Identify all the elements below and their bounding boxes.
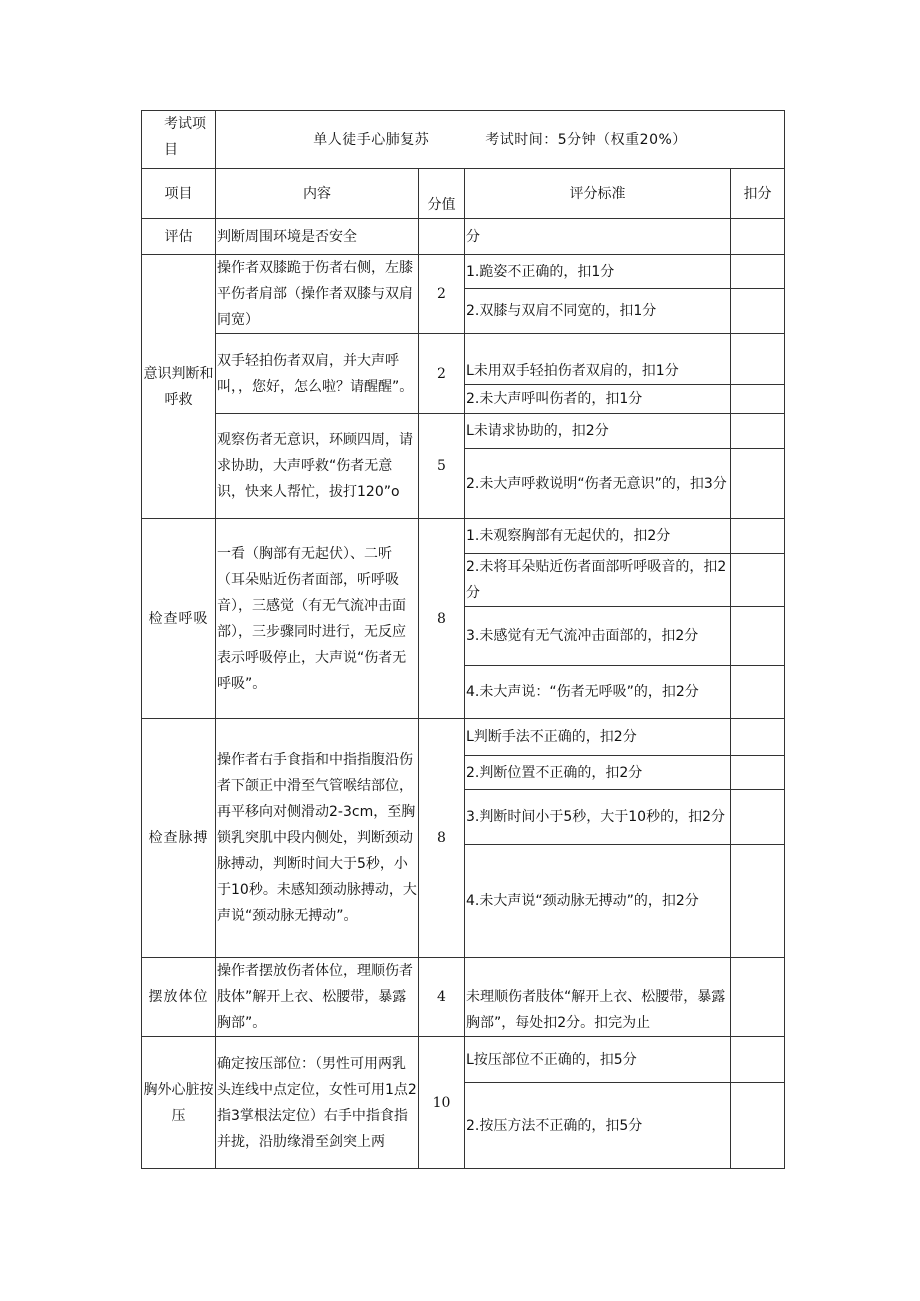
column-header-row — [142, 169, 785, 219]
deduct-cell — [731, 519, 785, 554]
title-row — [142, 111, 785, 169]
item-cell: 检查脉搏 — [142, 719, 216, 958]
content-cell: 判断周围环境是否安全 — [216, 219, 419, 255]
exam-item-label: 考试项目 — [142, 111, 216, 169]
table-row — [142, 519, 785, 554]
deduct-cell — [731, 255, 785, 289]
criteria-cell: 3.判断时间小于5秒，大于10秒的，扣2分 — [465, 790, 731, 845]
deduct-cell — [731, 719, 785, 756]
exam-title-cell — [216, 111, 785, 169]
item-cell: 胸外心脏按压 — [142, 1037, 216, 1169]
deduct-cell — [731, 1083, 785, 1169]
table-row — [142, 414, 785, 449]
criteria-cell: 2.按压方法不正确的，扣5分 — [465, 1083, 731, 1169]
deduct-cell — [731, 414, 785, 449]
deduct-cell — [731, 756, 785, 790]
score-cell: 8 — [419, 719, 465, 958]
score-cell: 2 — [419, 255, 465, 334]
item-cell: 评估 — [142, 219, 216, 255]
content-cell: 确定按压部位：（男性可用两乳头连线中点定位，女性可用1点2指3掌根法定位）右手中指食指并拢，沿肋缘滑至剑突上两 — [216, 1037, 419, 1169]
criteria-cell: 2.未大声呼救说明“伤者无意识”的，扣3分 — [465, 449, 731, 519]
criteria-cell: 1.跪姿不正确的，扣1分 — [465, 255, 731, 289]
table-row — [142, 719, 785, 756]
criteria-cell: 1.未观察胸部有无起伏的，扣2分 — [465, 519, 731, 554]
exam-time: 考试时间：5分钟（权重20%） — [485, 131, 687, 148]
deduct-cell — [731, 958, 785, 1037]
score-cell: 5 — [419, 414, 465, 519]
col-header-score: 分值 — [419, 169, 465, 219]
score-cell: 8 — [419, 519, 465, 719]
criteria-cell: 2.双膝与双肩不同宽的，扣1分 — [465, 289, 731, 334]
deduct-cell — [731, 289, 785, 334]
table-row — [142, 958, 785, 1037]
deduct-cell — [731, 219, 785, 255]
col-header-item: 项目 — [142, 169, 216, 219]
content-cell: 操作者摆放伤者体位，理顺伤者肢体”解开上衣、松腰带，暴露胸部”。 — [216, 958, 419, 1037]
deduct-cell — [731, 554, 785, 607]
deduct-cell — [731, 845, 785, 958]
content-cell: 操作者右手食指和中指指腹沿伤者下颌正中滑至气管喉结部位，再平移向对侧滑动2-3cm，至胸锁乳突肌中段内侧处，判断颈动脉搏动，判断时间大于5秒，小于10秒。未感知颈动脉搏动，大声说“颈动脉无搏动”。 — [216, 719, 419, 958]
deduct-cell — [731, 790, 785, 845]
criteria-cell: L判断手法不正确的，扣2分 — [465, 719, 731, 756]
criteria-cell: 3.未感觉有无气流冲击面部的，扣2分 — [465, 607, 731, 666]
deduct-cell — [731, 334, 785, 385]
deduct-cell — [731, 1037, 785, 1083]
criteria-cell: L未请求协助的，扣2分 — [465, 414, 731, 449]
criteria-cell: L按压部位不正确的，扣5分 — [465, 1037, 731, 1083]
content-cell: 观察伤者无意识，环顾四周，请求协助，大声呼救“伤者无意识，快来人帮忙，拔打120”o — [216, 414, 419, 519]
item-cell: 摆放体位 — [142, 958, 216, 1037]
deduct-cell — [731, 385, 785, 414]
table-row — [142, 219, 785, 255]
deduct-cell — [731, 666, 785, 719]
item-cell: 检查呼吸 — [142, 519, 216, 719]
table-row — [142, 334, 785, 385]
criteria-cell: 4.未大声说：“伤者无呼吸”的，扣2分 — [465, 666, 731, 719]
col-header-criteria: 评分标准 — [465, 169, 731, 219]
criteria-cell: 2.未大声呼叫伤者的，扣1分 — [465, 385, 731, 414]
criteria-cell: 4.未大声说“颈动脉无搏动”的，扣2分 — [465, 845, 731, 958]
deduct-cell — [731, 449, 785, 519]
content-cell: 一看（胸部有无起伏）、二听（耳朵贴近伤者面部，听呼吸音），三感觉（有无气流冲击面部），三步骤同时进行，无反应表示呼吸停止，大声说“伤者无呼吸”。 — [216, 519, 419, 719]
criteria-cell: L未用双手轻拍伤者双肩的，扣1分 — [465, 334, 731, 385]
item-cell: 意识判断和呼救 — [142, 255, 216, 519]
table-row — [142, 1037, 785, 1083]
content-cell: 双手轻拍伤者双肩，并大声呼叫，，您好，怎么啦？请醒醒”。 — [216, 334, 419, 414]
criteria-cell: 未理顺伤者肢体“解开上衣、松腰带，暴露胸部”，每处扣2分。扣完为止 — [465, 958, 731, 1037]
score-cell — [419, 219, 465, 255]
criteria-cell: 2.未将耳朵贴近伤者面部听呼吸音的，扣2分 — [465, 554, 731, 607]
content-cell: 操作者双膝跪于伤者右侧，左膝平伤者肩部（操作者双膝与双肩同宽） — [216, 255, 419, 334]
table-row — [142, 255, 785, 289]
score-cell: 2 — [419, 334, 465, 414]
criteria-cell: 分 — [465, 219, 731, 255]
criteria-cell: 2.判断位置不正确的，扣2分 — [465, 756, 731, 790]
score-cell: 10 — [419, 1037, 465, 1169]
col-header-deduct: 扣分 — [731, 169, 785, 219]
col-header-content: 内容 — [216, 169, 419, 219]
exam-title: 单人徒手心肺复苏 — [313, 131, 430, 148]
score-cell: 4 — [419, 958, 465, 1037]
scoring-table — [141, 110, 785, 1169]
deduct-cell — [731, 607, 785, 666]
